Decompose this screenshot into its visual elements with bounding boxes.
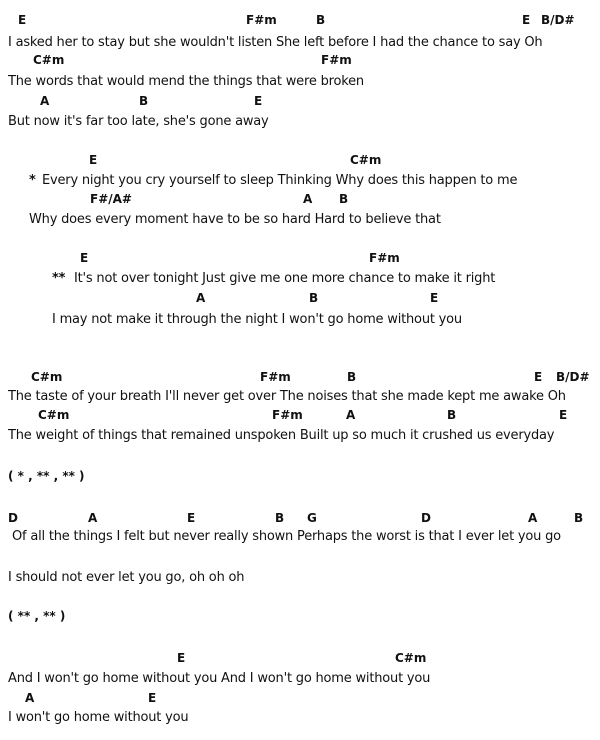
chord: F#/A#	[90, 192, 132, 206]
chord: A	[40, 94, 50, 108]
lyric-text: Of all the things I felt but never really shown Perhaps the worst is that I ever let you go	[12, 529, 561, 544]
lyric-text: The weight of things that remained unspoken Built up so much it crushed us everyday	[8, 428, 555, 443]
chord: C#m	[38, 408, 70, 422]
section-marker: *	[29, 173, 36, 188]
chord: A	[88, 511, 98, 525]
chord: B	[139, 94, 149, 108]
lyric-text: I should not ever let you go, oh oh oh	[8, 570, 245, 585]
lyric-text: It's not over tonight Just give me one more chance to make it right	[74, 271, 496, 286]
lyric-text: I asked her to stay but she wouldn't listen She left before I had the chance to say Oh	[8, 35, 543, 50]
chord: E	[254, 94, 263, 108]
chord: B/D#	[556, 370, 590, 384]
chord: B	[339, 192, 349, 206]
chord: B	[309, 291, 319, 305]
chord: B	[447, 408, 457, 422]
chord: B	[574, 511, 584, 525]
chord: E	[430, 291, 439, 305]
chord: F#m	[272, 408, 303, 422]
chord: E	[534, 370, 543, 384]
chord: A	[528, 511, 538, 525]
chord: E	[177, 651, 186, 665]
repeat-marker-text: ( * , ** , ** )	[8, 469, 85, 483]
chord: C#m	[395, 651, 427, 665]
chord: C#m	[350, 153, 382, 167]
chord: C#m	[33, 53, 65, 67]
chord: B/D#	[541, 13, 575, 27]
chord: D	[8, 511, 18, 525]
chord: D	[421, 511, 431, 525]
chord: F#m	[369, 251, 400, 265]
chord: B	[316, 13, 326, 27]
chord: A	[196, 291, 206, 305]
lyric-text: The words that would mend the things that were broken	[8, 74, 364, 89]
lyric-text: I may not make it through the night I won't go home without you	[52, 312, 462, 327]
chord: G	[307, 511, 317, 525]
chord: B	[275, 511, 285, 525]
section-marker: **	[52, 271, 66, 286]
chord: A	[25, 691, 35, 705]
chord: E	[522, 13, 531, 27]
chord: E	[18, 13, 27, 27]
lyric-text: Every night you cry yourself to sleep Thinking Why does this happen to me	[42, 173, 518, 188]
chord: E	[89, 153, 98, 167]
lyric-text: And I won't go home without you And I won't go home without you	[8, 671, 431, 686]
chord: F#m	[246, 13, 277, 27]
lyric-text: I won't go home without you	[8, 710, 189, 725]
chord: E	[148, 691, 157, 705]
chord: E	[187, 511, 196, 525]
chord: E	[559, 408, 568, 422]
lyric-text: But now it's far too late, she's gone away	[8, 114, 269, 129]
chord: F#m	[321, 53, 352, 67]
chord: B	[347, 370, 357, 384]
chord: A	[346, 408, 356, 422]
chord: A	[303, 192, 313, 206]
chord: E	[80, 251, 89, 265]
repeat-marker-text: ( ** , ** )	[8, 609, 66, 623]
lyric-text: The taste of your breath I'll never get over The noises that she made kept me awake Oh	[8, 389, 566, 404]
lyric-text: Why does every moment have to be so hard Hard to believe that	[29, 212, 441, 227]
chord: C#m	[31, 370, 63, 384]
chord: F#m	[260, 370, 291, 384]
